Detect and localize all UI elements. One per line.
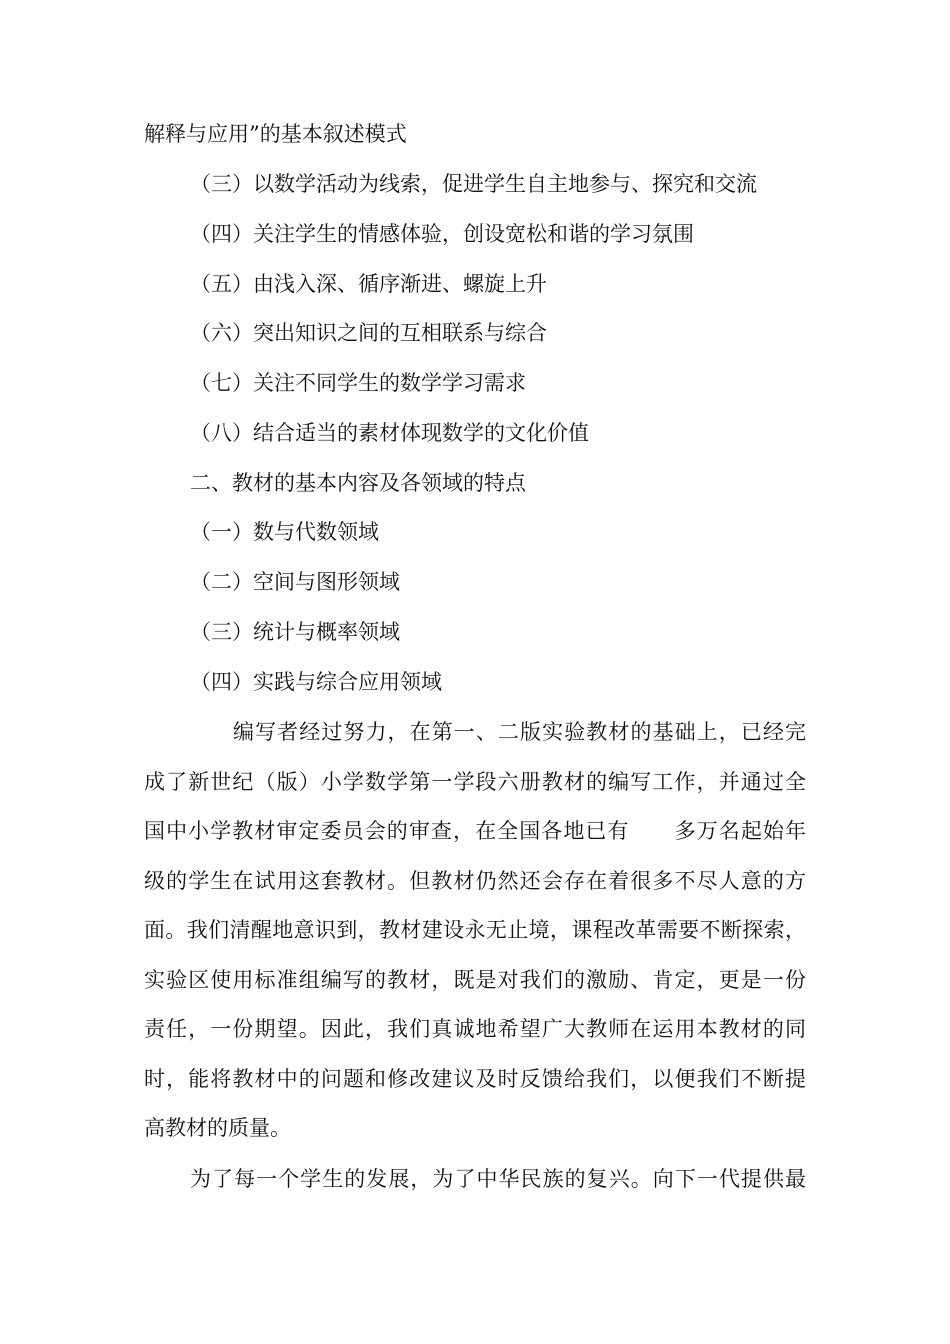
paragraph-line: 成了新世纪（版）小学数学第一学段六册教材的编写工作，并通过全	[144, 769, 806, 794]
paragraph-line: 实验区使用标准组编写的教材，既是对我们的激励、肯定，更是一份	[144, 967, 806, 992]
subsection-item-4: （四）实践与综合应用领域	[190, 670, 442, 694]
paragraph-line: 时，能将教材中的问题和修改建议及时反馈给我们，以便我们不断提	[144, 1066, 806, 1091]
subsection-item-1: （一）数与代数领域	[190, 520, 379, 544]
paragraph-line: 责任，一份期望。因此，我们真诚地希望广大教师在运用本教材的同	[144, 1017, 806, 1041]
subsection-item-3: （三）统计与概率领域	[190, 620, 400, 644]
list-item-6: （六）突出知识之间的互相联系与综合	[190, 321, 547, 345]
paragraph-line: 为了每一个学生的发展，为了中华民族的复兴。向下一代提供最	[190, 1167, 806, 1191]
paragraph-line: 编写者经过努力，在第一、二版实验教材的基础上，已经完	[233, 720, 806, 744]
paragraph-line-segment: 多万名起始年	[673, 819, 807, 843]
paragraph-line: 级的学生在试用这套教材。但教材仍然还会存在着很多不尽人意的方	[144, 868, 806, 893]
paragraph-line: 高教材的质量。	[144, 1116, 291, 1140]
subsection-item-2: （二）空间与图形领域	[190, 570, 400, 594]
list-item-4: （四）关注学生的情感体验，创设宽松和谐的学习氛围	[190, 222, 694, 246]
paragraph-line: 面。我们清醒地意识到，教材建设永无止境，课程改革需要不断探索，	[144, 918, 806, 942]
paragraph-line	[144, 807, 806, 857]
list-item-3: （三）以数学活动为线索，促进学生自主地参与、探究和交流	[190, 172, 757, 196]
list-item-8: （八）结合适当的素材体现数学的文化价值	[190, 421, 589, 445]
text-line-continuation: 解释与应用”的基本叙述模式	[144, 122, 407, 146]
list-item-5: （五）由浅入深、循序渐进、螺旋上升	[190, 272, 547, 296]
body-paragraph-1	[144, 708, 806, 1154]
body-paragraph-2	[144, 1155, 806, 1205]
section-heading-2: 二、教材的基本内容及各领域的特点	[190, 471, 526, 495]
paragraph-line-segment: 国中小学教材审定委员会的审查，在全国各地已有	[144, 819, 630, 843]
list-item-7: （七）关注不同学生的数学学习需求	[190, 371, 526, 395]
